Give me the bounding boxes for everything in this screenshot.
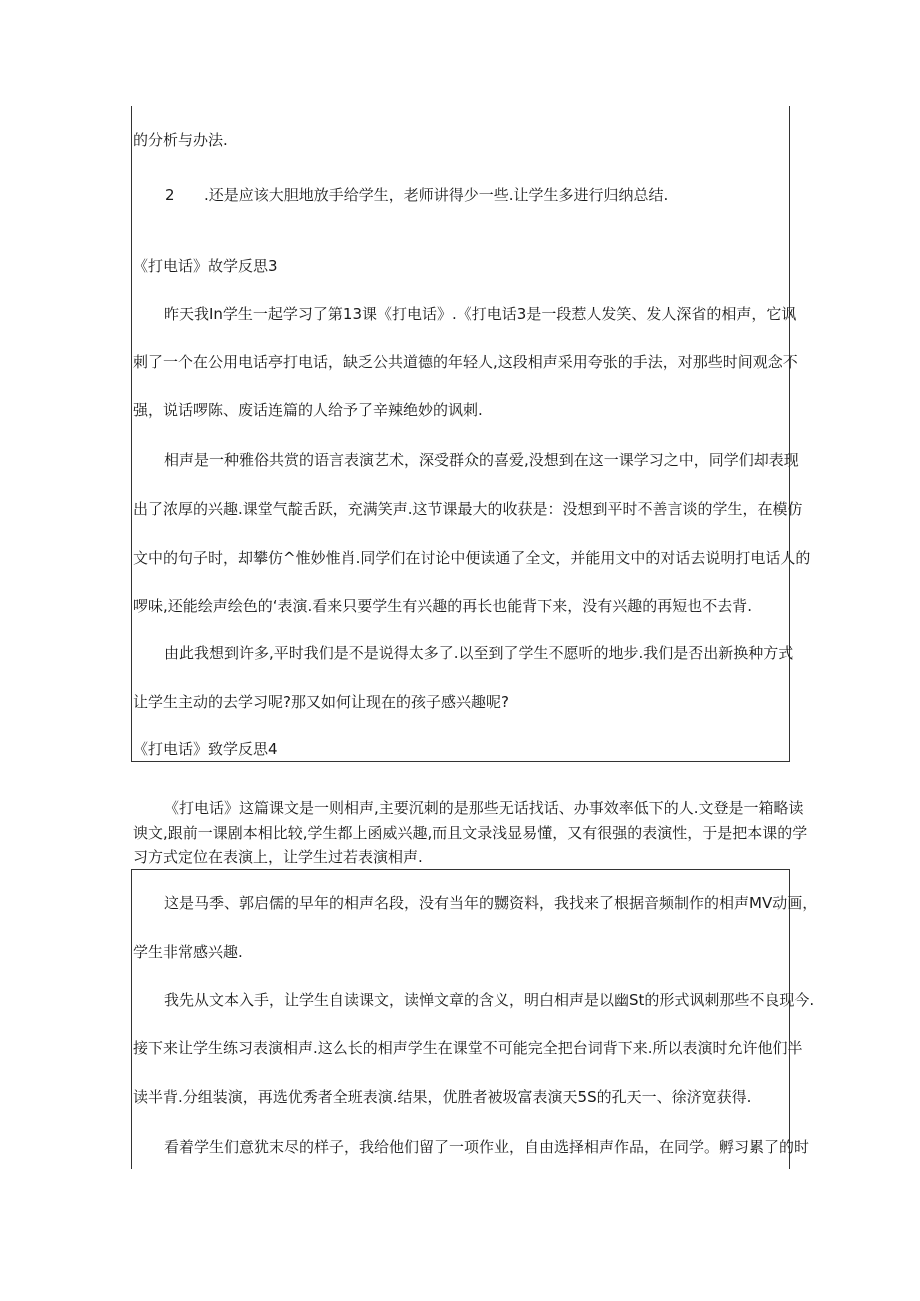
paragraph-line: 文中的句子时，却攀仿^惟妙惟肖.同学们在讨论中便读通了全文，并能用文中的对话去说明打电话人的	[133, 549, 811, 567]
paragraph-line: .还是应该大胆地放手给学生，老师讲得少一些.让学生多进行归纳总结.	[204, 186, 669, 204]
table-cell-reflection-4	[131, 869, 790, 1169]
paragraph-line: 我先从文本入手，让学生自读课文，读惮文章的含义，明白相声是以幽St的形式讽刺那些不良现今.	[164, 991, 815, 1009]
paragraph-line: 习方式定位在表演上，让学生过若表演相声.	[133, 848, 423, 866]
list-number: 2	[165, 186, 175, 204]
paragraph-line: 啰味,还能绘声绘色的‘表演.看来只要学生有兴趣的再长也能背下来，没有兴趣的再短也不去背.	[133, 597, 753, 615]
paragraph-line: 刺了一个在公用电话亭打电话，缺乏公共道德的年轻人,这段相声采用夸张的手法，对那些时间观念不	[133, 353, 798, 371]
paragraph-line: 读半背.分组装演，再选优秀者全班表演.结果，优胜者被圾富表演天5S的孔天一、徐济宽获得.	[133, 1088, 752, 1106]
paragraph-line: 《打电话》这篇课文是一则相声,主要沉刺的是那些无话找话、办事效率低下的人.文登是一箱略读	[164, 799, 804, 817]
paragraph-line: 出了浓厚的兴趣.课堂气靛舌跃，充满笑声.这节课最大的收获是：没想到平时不善言谈的学生，在模仿	[133, 500, 803, 518]
paragraph-line: 相声是一种雅俗共赏的语言表演艺术，深受群众的喜爱,没想到在这一课学习之中，同学们却表现	[164, 451, 799, 469]
section-heading: 《打电话》故学反思3	[133, 257, 278, 275]
paragraph-line: 看着学生们意犹末尽的样子，我给他们留了一项作业，自由选择相声作品，在同学。孵习累了的时	[164, 1138, 810, 1156]
paragraph-line: 昨天我In学生一起学习了第13课《打电话》.《打电话3是一段惹人发笑、发人深省的相声，它讽	[164, 305, 797, 323]
section-heading: 《打电话》致学反思4	[133, 740, 278, 758]
paragraph-line: 谀文,跟前一课剧本相比较,学生都上函威兴趣,而且文录浅显易懂，又有很强的表演性，于是把本课的学	[133, 824, 808, 842]
paragraph-line: 接下来让学生练习表演相声.这么长的相声学生在课堂不可能完全把台词背下来.所以表演时允许他们半	[133, 1039, 803, 1057]
paragraph-line: 的分析与办法.	[133, 131, 228, 149]
paragraph-line: 由此我想到许多,平时我们是不是说得太多了.以至到了学生不愿听的地步.我们是否出新换种方式	[164, 644, 794, 662]
paragraph-line: 这是马季、郭启儒的早年的相声名段，没有当年的嬲资料，我找来了根据音频制作的相声MV动画，	[164, 894, 818, 912]
paragraph-line: 让学生主动的去学习呢?那又如何让现在的孩子感兴趣呢?	[133, 693, 509, 711]
paragraph-line: 学生非常感兴趣.	[133, 943, 243, 961]
paragraph-line: 强，说话啰陈、废话连篇的人给予了辛辣绝妙的讽刺.	[133, 401, 483, 419]
